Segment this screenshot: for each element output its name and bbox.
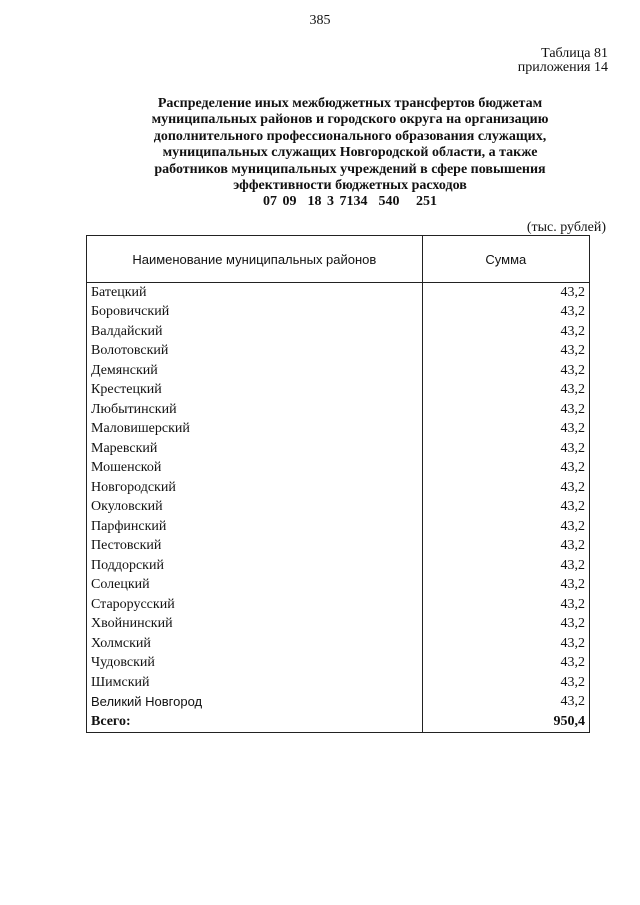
district-sum: 43,2 [422,517,589,537]
table-row [87,654,590,674]
title-line: муниципальных районов и городского округа на организацию [151,112,549,128]
district-name: Пестовский [87,537,423,557]
district-name: Солецкий [87,576,423,596]
distribution-table [86,235,590,733]
district-sum: 43,2 [422,537,589,557]
district-sum: 43,2 [422,439,589,459]
district-name: Боровичский [87,303,423,323]
district-sum: 43,2 [422,673,589,693]
title-line: Распределение иных межбюджетных трансфертов бюджетам [157,96,543,111]
units-label: (тыс. рублей) [526,220,606,235]
district-sum: 43,2 [422,556,589,576]
title-line: муниципальных служащих Новгородской области, а также [162,145,538,161]
district-sum: 43,2 [422,498,589,518]
total-sum: 950,4 [422,712,589,732]
table-row [87,673,590,693]
district-sum: 43,2 [422,654,589,674]
district-name: Мошенской [87,459,423,479]
document-title [70,96,630,211]
title-line: дополнительного профессионального образования служащих, [153,128,547,144]
title-line: эффективности бюджетных расходов [233,178,467,194]
table-reference [518,47,608,75]
district-sum: 43,2 [422,595,589,615]
table-row [87,556,590,576]
district-name: Парфинский [87,517,423,537]
district-name: Маловишерский [87,420,423,440]
table-row [87,634,590,654]
budget-classification-code: 07 09 18 3 7134 540 251 [263,194,437,210]
district-name: Чудовский [87,654,423,674]
table-row [87,478,590,498]
table-row [87,342,590,362]
district-name: Хвойнинский [87,615,423,635]
district-sum: 43,2 [422,303,589,323]
district-sum: 43,2 [422,576,589,596]
district-name: Крестецкий [87,381,423,401]
table-row [87,283,590,303]
table-row [87,693,590,713]
total-row [87,712,590,732]
district-sum: 43,2 [422,615,589,635]
table-row [87,400,590,420]
table-reference-line-2: приложения 14 [517,60,608,75]
table-row [87,498,590,518]
district-sum: 43,2 [422,322,589,342]
district-name: Великий Новгород [87,693,423,713]
district-sum: 43,2 [422,381,589,401]
district-name: Волотовский [87,342,423,362]
district-sum: 43,2 [422,478,589,498]
district-name: Шимский [87,673,423,693]
table-row [87,303,590,323]
table-row [87,537,590,557]
table-row [87,439,590,459]
page-number: 385 [309,13,331,28]
district-name: Холмский [87,634,423,654]
total-label: Всего: [87,712,423,732]
district-sum: 43,2 [422,420,589,440]
district-name: Любытинский [87,400,423,420]
district-name: Валдайский [87,322,423,342]
table-row [87,361,590,381]
district-name: Демянский [87,361,423,381]
district-name: Поддорский [87,556,423,576]
district-name: Окуловский [87,498,423,518]
table-row [87,576,590,596]
district-sum: 43,2 [422,342,589,362]
district-sum: 43,2 [422,634,589,654]
district-sum: 43,2 [422,361,589,381]
table-row [87,381,590,401]
title-line: работников муниципальных учреждений в сфере повышения [154,161,546,177]
table-body [87,283,590,733]
district-name: Новгородский [87,478,423,498]
header-name: Наименование муниципальных районов [87,236,423,283]
table-row [87,595,590,615]
district-name: Старорусский [87,595,423,615]
district-sum: 43,2 [422,283,589,303]
table-row [87,615,590,635]
district-sum: 43,2 [422,400,589,420]
table-reference-line-1: Таблица 81 [541,46,608,61]
table-row [87,517,590,537]
table-row [87,459,590,479]
table-header-row [87,236,590,283]
district-sum: 43,2 [422,693,589,713]
district-sum: 43,2 [422,459,589,479]
district-name: Маревский [87,439,423,459]
table-row [87,420,590,440]
table-row [87,322,590,342]
header-sum: Сумма [422,236,589,283]
district-name: Батецкий [87,283,423,303]
